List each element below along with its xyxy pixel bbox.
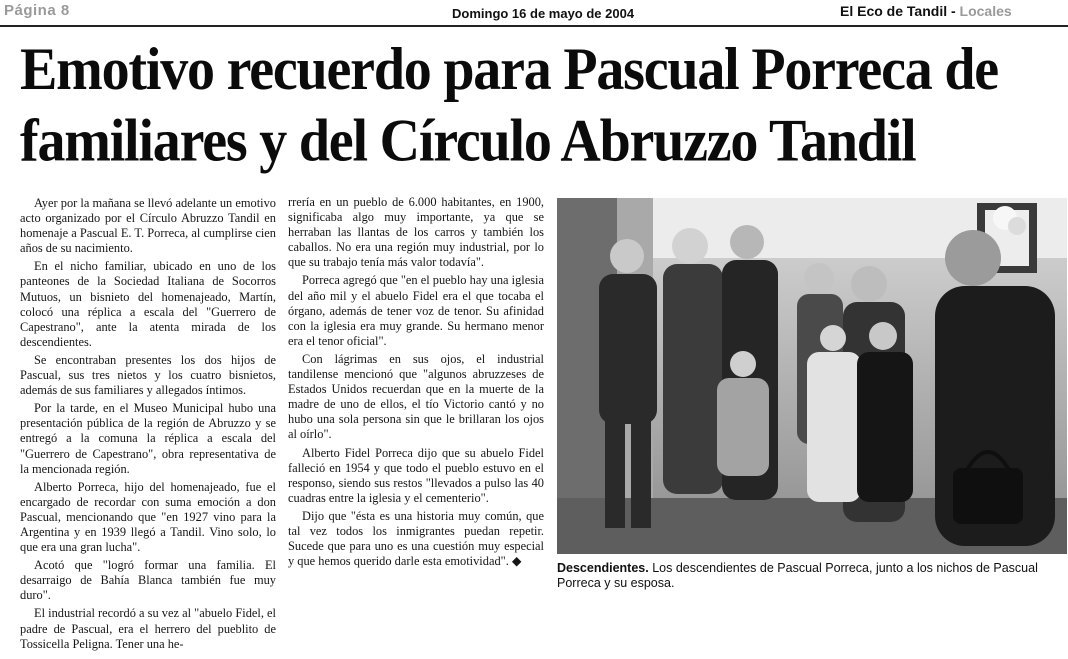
issue-date: Domingo 16 de mayo de 2004 bbox=[452, 6, 635, 21]
photo-illustration bbox=[557, 198, 1067, 554]
headline-line-2: familiares y del Círculo Abruzzo Tandil bbox=[20, 107, 916, 175]
headline-line-1: Emotivo recuerdo para Pascual Porreca de bbox=[20, 36, 998, 104]
paragraph: Porreca agregó que "en el pueblo hay una iglesia del año mil y el abuelo Fidel era el que tocaba el órgano, además de tener voz de tenor. Su afinidad con la iglesia era muy grande. Su hermano menor era el tenor oficial". bbox=[288, 273, 544, 348]
paragraph: Se encontraban presentes los dos hijos de Pascual, sus tres nietos y los cuatro bisnietos, además de sus familiares y allegados íntimos. bbox=[20, 352, 276, 398]
header-rule bbox=[0, 25, 1068, 27]
paragraph: Alberto Porreca, hijo del homenajeado, fue el encargado de recordar con suma emoción a don Pascual, mencionando que "en 1927 vino para la Argentina y en 1939 llegó a Tandil. Vino solo, lo que era una gran lucha". bbox=[20, 479, 276, 555]
caption-text: Los descendientes de Pascual Porreca, junto a los nichos de Pascual Porreca y su esposa. bbox=[557, 561, 1038, 590]
paragraph: Alberto Fidel Porreca dijo que su abuelo Fidel falleció en 1954 y que todo el pueblo estuvo en el responso, siendo sus restos "llevados a pulso las 40 cuadras entre la iglesia y el cementerio". bbox=[288, 445, 544, 505]
group-photo bbox=[557, 198, 1067, 554]
paragraph: El industrial recordó a su vez al "abuelo Fidel, el padre de Pascual, era el herrero del pueblito de Tossicella Peligna. Tener una he- bbox=[20, 606, 276, 651]
header-separator: - bbox=[947, 3, 960, 19]
paragraph: Dijo que "ésta es una historia muy común, que tal vez todos los inmigrantes puedan repetir. Sucede que para uno es una cuestión muy especial y que hemos querido darle esta emotividad". ◆ bbox=[288, 508, 544, 569]
paragraph: Ayer por la mañana se llevó adelante un emotivo acto organizado por el Círculo Abruzzo Tandil en homenaje a Pascual E. T. Porreca, al cumplirse cien años de su nacimiento. bbox=[20, 196, 276, 256]
headline bbox=[20, 34, 1060, 177]
paragraph-continued: rrería en un pueblo de 6.000 habitantes, en 1900, significaba algo muy importante, ya que se herraban las llantas de los carros y también los caballos. No era una región muy industrial, por lo que su trabajo tenía más valor todavía". bbox=[288, 195, 544, 270]
page-header bbox=[0, 0, 1068, 26]
section-name: Locales bbox=[959, 3, 1012, 19]
newspaper-name bbox=[840, 3, 1012, 19]
newspaper-title: El Eco de Tandil bbox=[840, 3, 948, 19]
photo-caption bbox=[557, 561, 1065, 591]
article-column-2 bbox=[288, 195, 544, 572]
article-column-1 bbox=[20, 196, 276, 655]
paragraph: Por la tarde, en el Museo Municipal hubo una presentación pública de la región de Abruzzo y se entregó a la comuna la réplica a escala del "Guerrero de Capestrano", obra representativa de la mencionada región. bbox=[20, 401, 276, 476]
caption-lead: Descendientes. bbox=[557, 561, 649, 575]
paragraph: Con lágrimas en sus ojos, el industrial tandilense mencionó que "algunos abruzzeses de Estados Unidos recuerdan que en la muerte de la madre de uno de ellos, el tío Victorio cantó y no hubo una sola persona sin que le brillaran los ojos al oírlo". bbox=[288, 351, 544, 442]
page-number: Página 8 bbox=[4, 2, 70, 19]
paragraph: Acotó que "logró formar una familia. El desarraigo de Bahía Blanca también fue muy duro". bbox=[20, 558, 276, 603]
paragraph: En el nicho familiar, ubicado en uno de los panteones de la Sociedad Italiana de Socorros Mutuos, un bisnieto del homenajeado, Martín, colocó una réplica a escala del "Guerrero de Capestrano", ante la atenta mirada de los descendientes. bbox=[20, 259, 276, 349]
